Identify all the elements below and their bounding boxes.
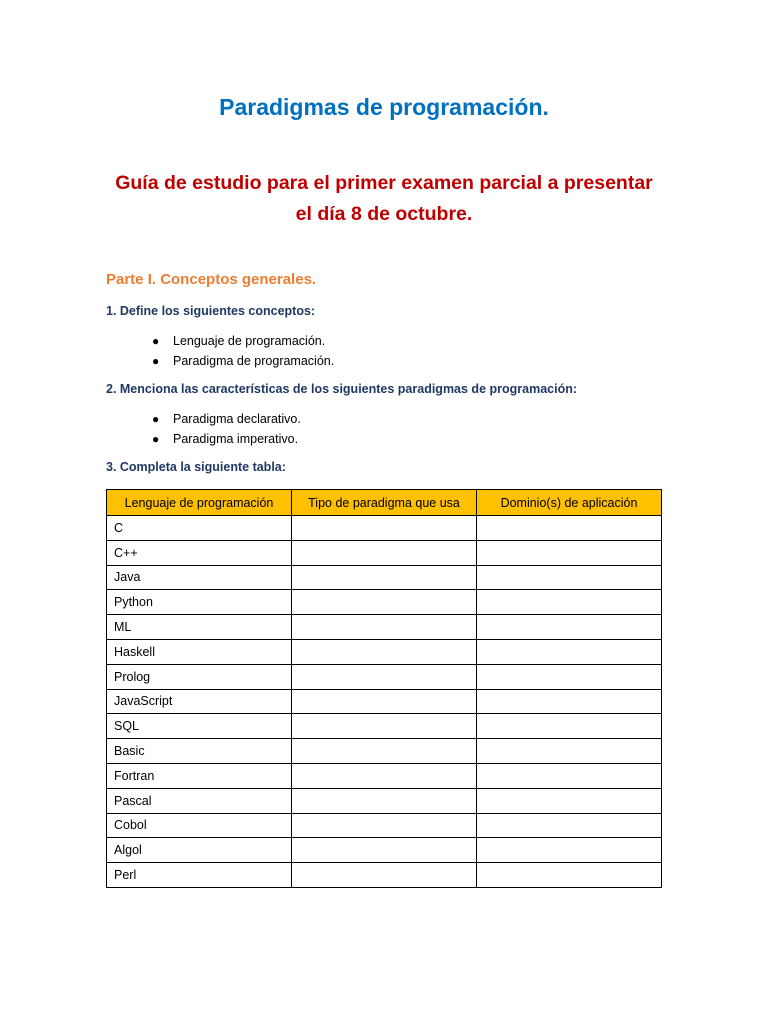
question-3: 3. Completa la siguiente tabla: bbox=[106, 460, 286, 474]
table-row bbox=[107, 813, 662, 838]
language-cell: Java bbox=[107, 565, 292, 590]
language-cell: SQL bbox=[107, 714, 292, 739]
application-domain-cell[interactable] bbox=[477, 689, 662, 714]
language-cell: Algol bbox=[107, 838, 292, 863]
application-domain-cell[interactable] bbox=[477, 664, 662, 689]
list-item-label: Paradigma declarativo. bbox=[173, 412, 301, 426]
paradigm-type-cell[interactable] bbox=[292, 813, 477, 838]
application-domain-cell[interactable] bbox=[477, 739, 662, 764]
application-domain-cell[interactable] bbox=[477, 838, 662, 863]
table-row bbox=[107, 615, 662, 640]
language-cell: C++ bbox=[107, 540, 292, 565]
paradigm-type-cell[interactable] bbox=[292, 788, 477, 813]
part-heading: Parte I. Conceptos generales. bbox=[106, 271, 317, 288]
paradigm-type-cell[interactable] bbox=[292, 739, 477, 764]
question-2-list bbox=[152, 409, 301, 449]
application-domain-cell[interactable] bbox=[477, 788, 662, 813]
table-row bbox=[107, 788, 662, 813]
table-row bbox=[107, 689, 662, 714]
paradigm-type-cell[interactable] bbox=[292, 689, 477, 714]
application-domain-cell[interactable] bbox=[477, 813, 662, 838]
application-domain-cell[interactable] bbox=[477, 714, 662, 739]
application-domain-cell[interactable] bbox=[477, 590, 662, 615]
table-row bbox=[107, 516, 662, 541]
paradigm-type-cell[interactable] bbox=[292, 838, 477, 863]
table-header-row bbox=[107, 490, 662, 516]
table-row bbox=[107, 838, 662, 863]
table-row bbox=[107, 863, 662, 888]
bullet-icon: ● bbox=[152, 412, 160, 426]
application-domain-cell[interactable] bbox=[477, 516, 662, 541]
paradigm-type-cell[interactable] bbox=[292, 714, 477, 739]
table-body bbox=[107, 516, 662, 888]
language-cell: Prolog bbox=[107, 664, 292, 689]
bullet-icon: ● bbox=[152, 354, 160, 368]
language-cell: Pascal bbox=[107, 788, 292, 813]
list-item bbox=[152, 429, 301, 449]
language-cell: Haskell bbox=[107, 639, 292, 664]
list-item bbox=[152, 409, 301, 429]
table-row bbox=[107, 714, 662, 739]
document-title: Paradigmas de programación. bbox=[219, 94, 549, 120]
header-language: Lenguaje de programación bbox=[107, 490, 292, 516]
table-row bbox=[107, 590, 662, 615]
table-row bbox=[107, 565, 662, 590]
subtitle-line-1: Guía de estudio para el primer examen parcial a presentar bbox=[115, 172, 653, 194]
language-cell: Cobol bbox=[107, 813, 292, 838]
language-cell: Python bbox=[107, 590, 292, 615]
paradigm-type-cell[interactable] bbox=[292, 516, 477, 541]
list-item-label: Paradigma imperativo. bbox=[173, 432, 299, 446]
paradigm-type-cell[interactable] bbox=[292, 763, 477, 788]
bullet-icon: ● bbox=[152, 432, 160, 446]
header-application-domain: Dominio(s) de aplicación bbox=[477, 490, 662, 516]
list-item-label: Lenguaje de programación. bbox=[173, 334, 326, 348]
paradigm-type-cell[interactable] bbox=[292, 565, 477, 590]
list-item bbox=[152, 351, 334, 371]
application-domain-cell[interactable] bbox=[477, 763, 662, 788]
table-row bbox=[107, 664, 662, 689]
paradigm-type-cell[interactable] bbox=[292, 863, 477, 888]
application-domain-cell[interactable] bbox=[477, 540, 662, 565]
question-2: 2. Menciona las características de los siguientes paradigmas de programación: bbox=[106, 382, 578, 396]
paradigm-type-cell[interactable] bbox=[292, 639, 477, 664]
paradigm-type-cell[interactable] bbox=[292, 615, 477, 640]
paradigm-type-cell[interactable] bbox=[292, 540, 477, 565]
table-row bbox=[107, 639, 662, 664]
header-paradigm-type: Tipo de paradigma que usa bbox=[292, 490, 477, 516]
application-domain-cell[interactable] bbox=[477, 863, 662, 888]
table-row bbox=[107, 763, 662, 788]
paradigm-type-cell[interactable] bbox=[292, 590, 477, 615]
language-cell: ML bbox=[107, 615, 292, 640]
language-cell: JavaScript bbox=[107, 689, 292, 714]
language-cell: Basic bbox=[107, 739, 292, 764]
list-item bbox=[152, 331, 334, 351]
languages-table bbox=[106, 489, 662, 888]
bullet-icon: ● bbox=[152, 334, 160, 348]
application-domain-cell[interactable] bbox=[477, 565, 662, 590]
language-cell: C bbox=[107, 516, 292, 541]
question-1: 1. Define los siguientes conceptos: bbox=[106, 304, 316, 318]
application-domain-cell[interactable] bbox=[477, 615, 662, 640]
table-row bbox=[107, 739, 662, 764]
question-1-list bbox=[152, 331, 334, 371]
application-domain-cell[interactable] bbox=[477, 639, 662, 664]
list-item-label: Paradigma de programación. bbox=[173, 354, 335, 368]
document-subtitle bbox=[100, 168, 668, 230]
language-cell: Perl bbox=[107, 863, 292, 888]
paradigm-type-cell[interactable] bbox=[292, 664, 477, 689]
subtitle-line-2: el día 8 de octubre. bbox=[295, 203, 473, 225]
language-cell: Fortran bbox=[107, 763, 292, 788]
table-row bbox=[107, 540, 662, 565]
